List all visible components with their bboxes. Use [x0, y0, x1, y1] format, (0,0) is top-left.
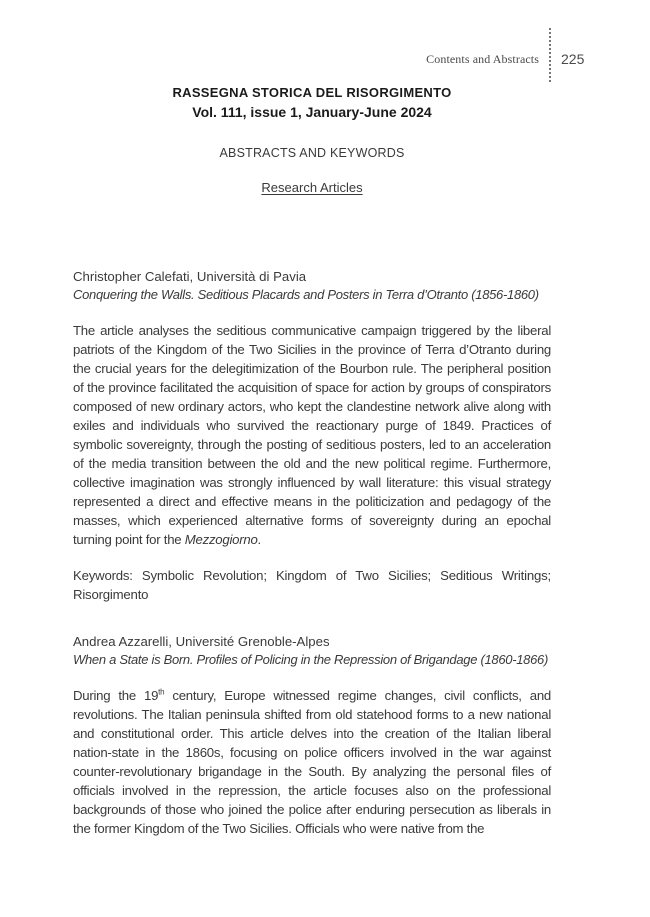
journal-volume: Vol. 111, issue 1, January-June 2024	[192, 104, 432, 120]
journal-name: RASSEGNA STORICA DEL RISORGIMENTO	[172, 85, 452, 100]
abstract-text: The article analyses the seditious communicative campaign triggered by the liberal patriots of the Kingdom of the Two Sicilies in the province of Terra d’Otranto during the crucial years for the delegitimization of the Bourbon rule. The peripheral position of the province facilitated the acquisition of space for action by groups of conspirators composed of new ordinary actors, who kept the clandestine network alive along with exiles and individuals who survived the reactionary purge of 1849. Practices of symbolic sovereignty, through the posting of seditious posters, led to an acceleration of the media transition between the old and the new political regime. Furthermore, collective imagination was strongly influenced by wall literature: this visual strategy represented a direct and effective means in the politicization and pedagogy of the masses, which experienced alternative forms of sovereignty during an epochal turning point for the	[73, 323, 551, 547]
article-abstract	[73, 321, 551, 549]
article-entry	[73, 632, 551, 838]
abstracts-heading: ABSTRACTS AND KEYWORDS	[219, 146, 405, 160]
ordinal-suffix: th	[158, 687, 165, 697]
journal-header	[73, 84, 551, 195]
article-keywords: Keywords: Symbolic Revolution; Kingdom of Two Sicilies; Seditious Writings; Risorgimento	[73, 568, 551, 602]
abstract-text-end: .	[257, 532, 261, 547]
page-number: 225	[561, 51, 585, 67]
article-author: Christopher Calefati, Università di Pavia	[73, 269, 307, 284]
abstract-emphasis: Mezzogiorno	[184, 532, 258, 547]
article-title: Conquering the Walls. Seditious Placards and Posters in Terra d’Otranto (1856-1860)	[73, 287, 539, 302]
abstract-text-rest: century, Europe witnessed regime changes, civil conflicts, and revolutions. The Italian peninsula shifted from old statehood forms to a new national and constitutional order. This article delves into the creation of the Italian liberal nation-state in the 1860s, focusing on police officers involved in the war against counter-revolutionary brigandage in the South. By analyzing the personal files of officials involved in the repression, the article focuses also on the professional backgrounds of those who joined the police after enduring persecution as liberals in the former Kingdom of the Two Sicilies. Officials who were native from the	[73, 688, 551, 836]
article-entry	[73, 267, 551, 604]
abstract-text: During the 19	[73, 688, 159, 703]
section-heading: Research Articles	[261, 180, 363, 195]
header-divider	[549, 28, 551, 82]
article-author: Andrea Azzarelli, Université Grenoble-Alpes	[73, 634, 330, 649]
article-abstract	[73, 686, 551, 838]
article-title: When a State is Born. Profiles of Policing in the Repression of Brigandage (1860-1866)	[73, 652, 548, 667]
running-head: Contents and Abstracts	[426, 52, 539, 66]
